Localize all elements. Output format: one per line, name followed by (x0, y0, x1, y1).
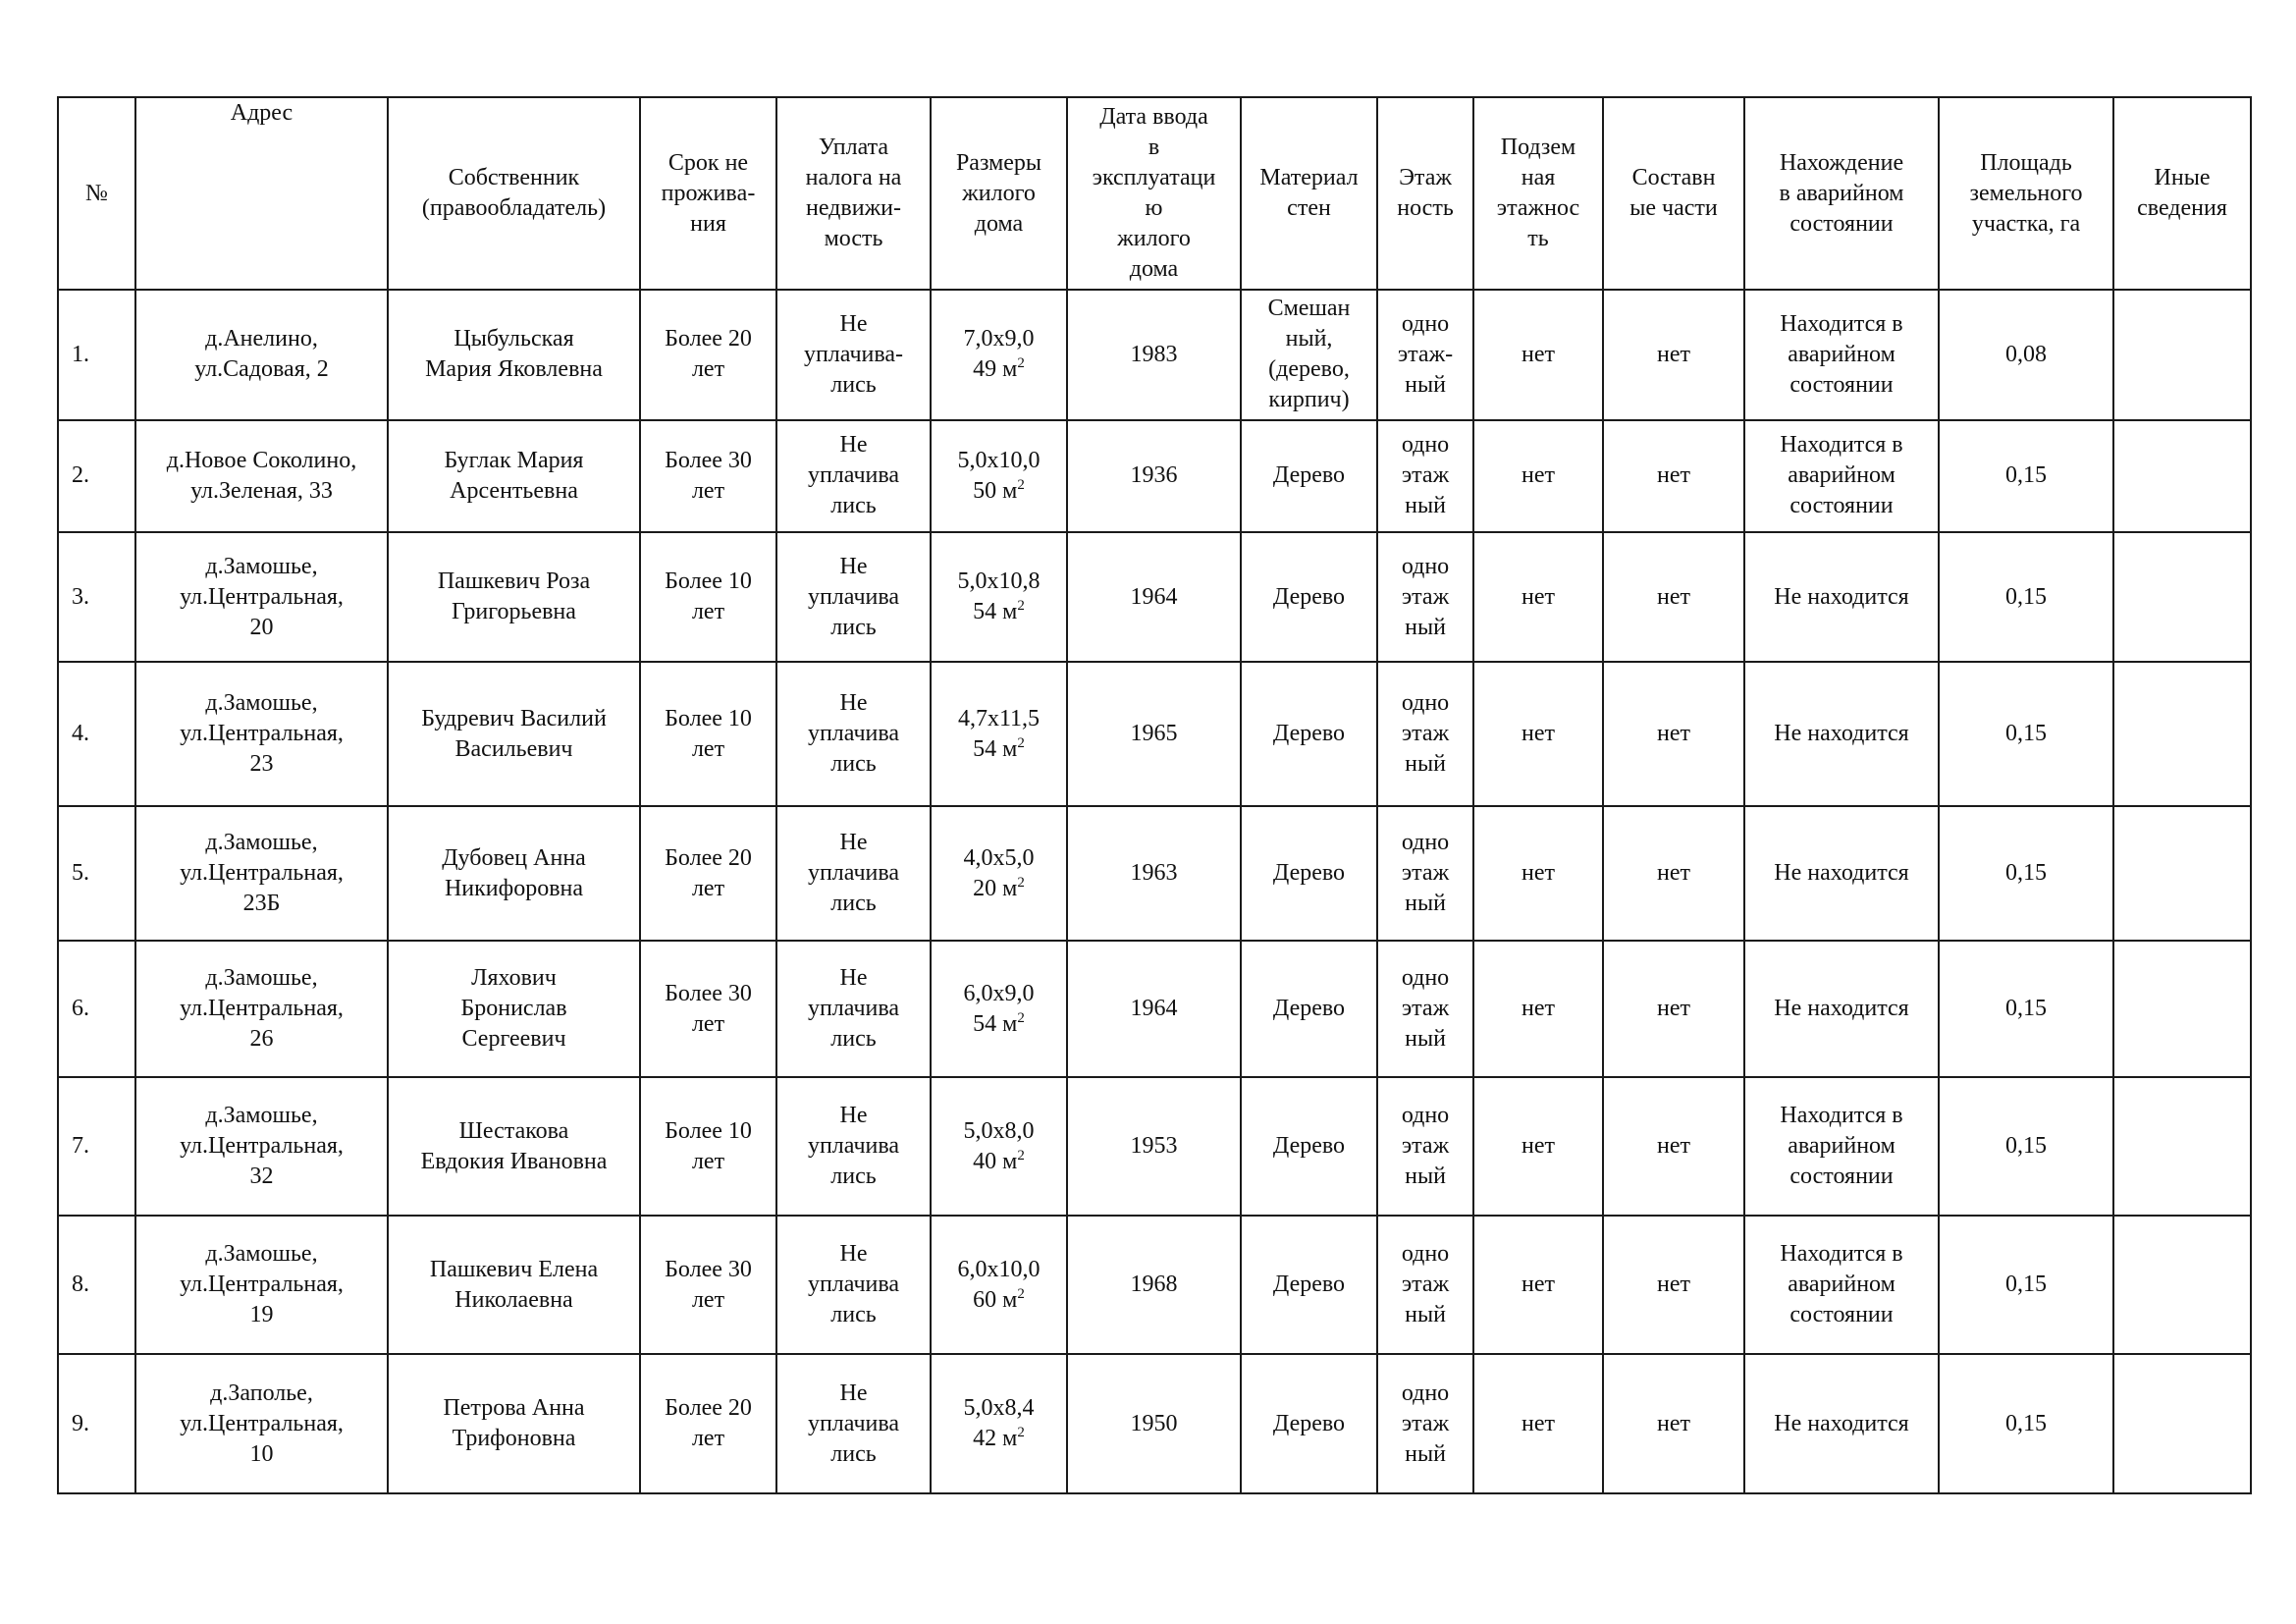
table-row (58, 1216, 2251, 1354)
area-unit-superscript: 2 (1017, 1009, 1025, 1026)
parts-cell: нет (1603, 290, 1744, 420)
emergency-cell: Не находится (1744, 1354, 1939, 1493)
row-number: 2. (58, 420, 135, 532)
house-dimensions: 5,0х10,8 (957, 568, 1041, 595)
area-unit-superscript: 2 (1017, 476, 1025, 493)
col-header-date: Дата ввода в эксплуатаци ю жилого дома (1067, 97, 1241, 290)
address-cell: д.Замошье, ул.Центральная, 32 (135, 1077, 388, 1216)
tax-cell: Не уплачива лись (776, 1354, 931, 1493)
area-unit-superscript: 2 (1017, 1147, 1025, 1164)
other-info-cell (2113, 662, 2251, 806)
term-cell: Более 10 лет (640, 662, 776, 806)
underground-cell: нет (1473, 532, 1603, 663)
size-cell (931, 1077, 1067, 1216)
tax-cell: Не уплачива лись (776, 806, 931, 941)
tax-cell: Не уплачива- лись (776, 290, 931, 420)
floors-cell: одно этаж ный (1377, 1216, 1473, 1354)
area-unit-superscript: 2 (1017, 874, 1025, 891)
underground-cell: нет (1473, 1077, 1603, 1216)
underground-cell: нет (1473, 1216, 1603, 1354)
area-unit-superscript: 2 (1017, 1285, 1025, 1302)
house-dimensions: 4,0х5,0 (963, 844, 1035, 871)
table-row (58, 662, 2251, 806)
emergency-cell: Не находится (1744, 806, 1939, 941)
size-cell (931, 532, 1067, 663)
land-area-cell: 0,15 (1939, 1354, 2113, 1493)
house-area: 20 м (973, 875, 1018, 901)
year-cell: 1963 (1067, 806, 1241, 941)
tax-cell: Не уплачива лись (776, 420, 931, 532)
house-dimensions: 6,0х9,0 (963, 980, 1035, 1006)
size-cell (931, 420, 1067, 532)
house-area: 42 м (973, 1426, 1018, 1451)
owner-cell: Цыбульская Мария Яковлевна (388, 290, 640, 420)
table-row (58, 420, 2251, 532)
col-header-address: Адрес (135, 97, 388, 290)
other-info-cell (2113, 1077, 2251, 1216)
term-cell: Более 30 лет (640, 1216, 776, 1354)
other-info-cell (2113, 806, 2251, 941)
size-cell (931, 290, 1067, 420)
floors-cell: одно этаж ный (1377, 420, 1473, 532)
address-cell: д.Анелино, ул.Садовая, 2 (135, 290, 388, 420)
underground-cell: нет (1473, 420, 1603, 532)
house-area: 54 м (973, 1010, 1018, 1037)
col-header-land: Площадь земельного участка, га (1939, 97, 2113, 290)
underground-cell: нет (1473, 662, 1603, 806)
area-unit-superscript: 2 (1017, 734, 1025, 751)
owner-cell: Будревич Василий Васильевич (388, 662, 640, 806)
owner-cell: Петрова Анна Трифоновна (388, 1354, 640, 1493)
area-unit-superscript: 2 (1017, 1425, 1025, 1440)
land-area-cell: 0,08 (1939, 290, 2113, 420)
term-cell: Более 30 лет (640, 420, 776, 532)
land-area-cell: 0,15 (1939, 806, 2113, 941)
col-header-other: Иные сведения (2113, 97, 2251, 290)
emergency-cell: Не находится (1744, 941, 1939, 1077)
parts-cell: нет (1603, 532, 1744, 663)
floors-cell: одно этаж- ный (1377, 290, 1473, 420)
floors-cell: одно этаж ный (1377, 941, 1473, 1077)
year-cell: 1950 (1067, 1354, 1241, 1493)
table-row (58, 806, 2251, 941)
other-info-cell (2113, 941, 2251, 1077)
emergency-cell: Находится в аварийном состоянии (1744, 1077, 1939, 1216)
table-row (58, 532, 2251, 663)
floors-cell: одно этаж ный (1377, 1077, 1473, 1216)
table-row (58, 941, 2251, 1077)
table-row (58, 1354, 2251, 1493)
material-cell: Дерево (1241, 1354, 1377, 1493)
col-header-number: № (58, 97, 135, 290)
term-cell: Более 20 лет (640, 290, 776, 420)
house-dimensions: 5,0х10,0 (957, 447, 1041, 473)
underground-cell: нет (1473, 806, 1603, 941)
row-number: 9. (58, 1354, 135, 1493)
material-cell: Дерево (1241, 941, 1377, 1077)
col-header-owner: Собственник (правообладатель) (388, 97, 640, 290)
address-cell: д.Замошье, ул.Центральная, 20 (135, 532, 388, 663)
owner-cell: Шестакова Евдокия Ивановна (388, 1077, 640, 1216)
land-area-cell: 0,15 (1939, 420, 2113, 532)
tax-cell: Не уплачива лись (776, 1216, 931, 1354)
row-number: 8. (58, 1216, 135, 1354)
table-body (58, 290, 2251, 1493)
year-cell: 1965 (1067, 662, 1241, 806)
address-cell: д.Замошье, ул.Центральная, 19 (135, 1216, 388, 1354)
owner-cell: Ляхович Бронислав Сергеевич (388, 941, 640, 1077)
term-cell: Более 10 лет (640, 532, 776, 663)
material-cell: Дерево (1241, 532, 1377, 663)
other-info-cell (2113, 420, 2251, 532)
underground-cell: нет (1473, 290, 1603, 420)
address-cell: д.Замошье, ул.Центральная, 23Б (135, 806, 388, 941)
land-area-cell: 0,15 (1939, 1077, 2113, 1216)
material-cell: Дерево (1241, 420, 1377, 532)
land-area-cell: 0,15 (1939, 1216, 2113, 1354)
col-header-material: Материал стен (1241, 97, 1377, 290)
term-cell: Более 20 лет (640, 1354, 776, 1493)
house-dimensions: 5,0х8,0 (963, 1117, 1035, 1144)
land-area-cell: 0,15 (1939, 941, 2113, 1077)
house-dimensions: 7,0х9,0 (963, 326, 1035, 352)
col-header-term: Срок не проживa- ния (640, 97, 776, 290)
term-cell: Более 10 лет (640, 1077, 776, 1216)
land-area-cell: 0,15 (1939, 532, 2113, 663)
floors-cell: одно этаж ный (1377, 1354, 1473, 1493)
area-unit-superscript: 2 (1017, 355, 1025, 372)
parts-cell: нет (1603, 420, 1744, 532)
owner-cell: Буглак Мария Арсентьевна (388, 420, 640, 532)
tax-cell: Не уплачива лись (776, 941, 931, 1077)
parts-cell: нет (1603, 1354, 1744, 1493)
col-header-size: Размеры жилого дома (931, 97, 1067, 290)
house-area: 49 м (973, 356, 1018, 383)
material-cell: Дерево (1241, 1216, 1377, 1354)
col-header-emergency: Нахождение в аварийном состоянии (1744, 97, 1939, 290)
emergency-cell: Находится в аварийном состоянии (1744, 1216, 1939, 1354)
term-cell: Более 20 лет (640, 806, 776, 941)
land-area-cell: 0,15 (1939, 662, 2113, 806)
parts-cell: нет (1603, 806, 1744, 941)
address-cell: д.Заполье, ул.Центральная, 10 (135, 1354, 388, 1493)
table-header-row (58, 97, 2251, 290)
table-row (58, 290, 2251, 420)
house-area: 50 м (973, 477, 1018, 504)
col-header-floors: Этаж ность (1377, 97, 1473, 290)
parts-cell: нет (1603, 1077, 1744, 1216)
year-cell: 1964 (1067, 532, 1241, 663)
year-cell: 1968 (1067, 1216, 1241, 1354)
row-number: 6. (58, 941, 135, 1077)
size-cell (931, 1216, 1067, 1354)
emergency-cell: Находится в аварийном состоянии (1744, 290, 1939, 420)
tax-cell: Не уплачива лись (776, 662, 931, 806)
underground-cell: нет (1473, 941, 1603, 1077)
address-cell: д.Новое Соколино, ул.Зеленая, 33 (135, 420, 388, 532)
house-area: 40 м (973, 1148, 1018, 1174)
house-area: 54 м (973, 599, 1018, 625)
houses-table (57, 96, 2252, 1494)
material-cell: Дерево (1241, 1077, 1377, 1216)
owner-cell: Дубовец Анна Никифоровна (388, 806, 640, 941)
row-number: 3. (58, 532, 135, 663)
tax-cell: Не уплачива лись (776, 1077, 931, 1216)
address-cell: д.Замошье, ул.Центральная, 26 (135, 941, 388, 1077)
col-header-tax: Уплата налога на недвижи- мость (776, 97, 931, 290)
size-cell (931, 941, 1067, 1077)
owner-cell: Пашкевич Елена Николаевна (388, 1216, 640, 1354)
underground-cell: нет (1473, 1354, 1603, 1493)
col-header-parts: Составн ые части (1603, 97, 1744, 290)
year-cell: 1936 (1067, 420, 1241, 532)
material-cell: Смешан ный, (дерево, кирпич) (1241, 290, 1377, 420)
floors-cell: одно этаж ный (1377, 662, 1473, 806)
size-cell (931, 1354, 1067, 1493)
year-cell: 1964 (1067, 941, 1241, 1077)
year-cell: 1983 (1067, 290, 1241, 420)
floors-cell: одно этаж ный (1377, 806, 1473, 941)
year-cell: 1953 (1067, 1077, 1241, 1216)
house-area: 60 м (973, 1286, 1018, 1313)
house-area: 54 м (973, 735, 1018, 762)
other-info-cell (2113, 532, 2251, 663)
row-number: 1. (58, 290, 135, 420)
size-cell (931, 662, 1067, 806)
col-header-underground: Подзем ная этажнос ть (1473, 97, 1603, 290)
tax-cell: Не уплачива лись (776, 532, 931, 663)
house-dimensions: 4,7х11,5 (957, 705, 1041, 731)
parts-cell: нет (1603, 941, 1744, 1077)
floors-cell: одно этаж ный (1377, 532, 1473, 663)
material-cell: Дерево (1241, 662, 1377, 806)
row-number: 7. (58, 1077, 135, 1216)
area-unit-superscript: 2 (1017, 598, 1025, 615)
term-cell: Более 30 лет (640, 941, 776, 1077)
emergency-cell: Не находится (1744, 532, 1939, 663)
parts-cell: нет (1603, 662, 1744, 806)
owner-cell: Пашкевич Роза Григорьевна (388, 532, 640, 663)
row-number: 4. (58, 662, 135, 806)
other-info-cell (2113, 1216, 2251, 1354)
other-info-cell (2113, 290, 2251, 420)
size-cell (931, 806, 1067, 941)
emergency-cell: Находится в аварийном состоянии (1744, 420, 1939, 532)
address-cell: д.Замошье, ул.Центральная, 23 (135, 662, 388, 806)
emergency-cell: Не находится (1744, 662, 1939, 806)
other-info-cell (2113, 1354, 2251, 1493)
material-cell: Дерево (1241, 806, 1377, 941)
table-row (58, 1077, 2251, 1216)
parts-cell: нет (1603, 1216, 1744, 1354)
row-number: 5. (58, 806, 135, 941)
house-dimensions: 6,0х10,0 (957, 1256, 1041, 1282)
house-dimensions: 5,0х8,4 (963, 1395, 1035, 1421)
